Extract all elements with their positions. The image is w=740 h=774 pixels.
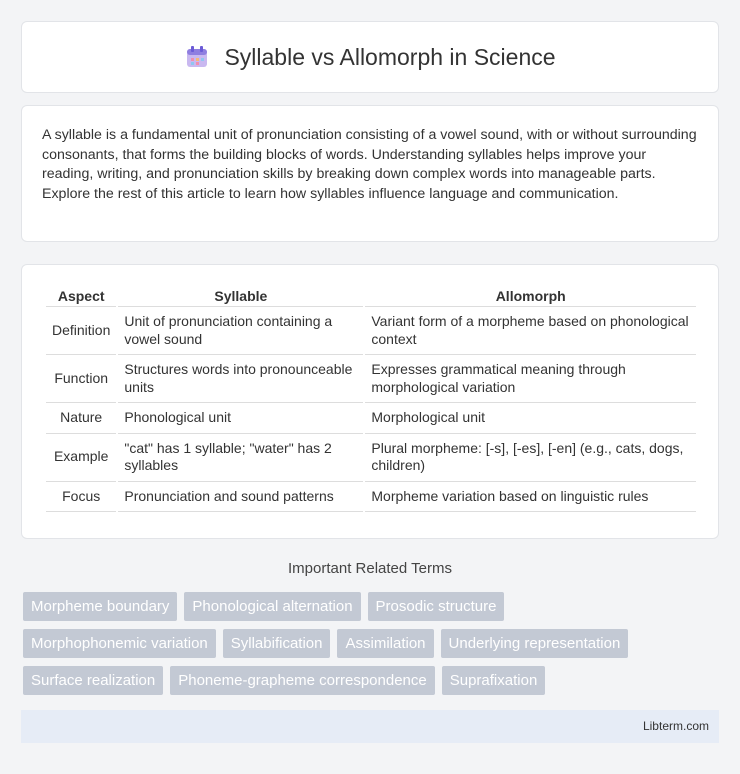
comparison-table-card (21, 264, 719, 539)
related-terms-title: Important Related Terms (288, 560, 452, 577)
related-term-tag[interactable]: Surface realization (23, 666, 163, 695)
related-term-tag[interactable]: Suprafixation (442, 666, 546, 695)
header-aspect: Aspect (46, 285, 116, 307)
page-title: Syllable vs Allomorph in Science (224, 43, 556, 70)
row-aspect: Example (46, 434, 116, 482)
row-aspect: Focus (46, 482, 116, 513)
table-row (46, 482, 696, 513)
calendar-icon (184, 44, 210, 70)
intro-card (21, 105, 719, 242)
table-row (46, 434, 696, 482)
table-row (46, 307, 696, 355)
row-allomorph: Morpheme variation based on linguistic rules (365, 482, 696, 513)
table-row (46, 403, 696, 434)
row-allomorph: Morphological unit (365, 403, 696, 434)
row-allomorph: Expresses grammatical meaning through morphological variation (365, 355, 696, 403)
row-aspect: Definition (46, 307, 116, 355)
intro-text: A syllable is a fundamental unit of pronunciation consisting of a vowel sound, with or without surrounding consonants, that forms the building blocks of words. Understanding syllables helps improve your reading, writing, and pronunciation skills by breaking down complex words into manageable parts. Explore the rest of this article to learn how syllables influence language and communication. (42, 127, 697, 202)
related-terms-list (23, 592, 723, 703)
related-term-tag[interactable]: Phoneme-grapheme correspondence (170, 666, 435, 695)
related-term-tag[interactable]: Phonological alternation (184, 592, 360, 621)
row-syllable: Structures words into pronounceable units (118, 355, 363, 403)
related-term-tag[interactable]: Assimilation (337, 629, 433, 658)
row-allomorph: Variant form of a morpheme based on phonological context (365, 307, 696, 355)
related-term-tag[interactable]: Morpheme boundary (23, 592, 177, 621)
row-syllable: Pronunciation and sound patterns (118, 482, 363, 513)
footer (21, 710, 719, 743)
row-aspect: Function (46, 355, 116, 403)
header-syllable: Syllable (118, 285, 363, 307)
row-syllable: Phonological unit (118, 403, 363, 434)
comparison-table (44, 285, 698, 512)
row-allomorph: Plural morpheme: [-s], [-es], [-en] (e.g., cats, dogs, children) (365, 434, 696, 482)
title-card (21, 21, 719, 93)
header-allomorph: Allomorph (365, 285, 696, 307)
table-row (46, 355, 696, 403)
related-term-tag[interactable]: Morphophonemic variation (23, 629, 216, 658)
footer-brand-link[interactable]: Libterm.com (642, 719, 709, 733)
related-term-tag[interactable]: Underlying representation (441, 629, 629, 658)
table-header-row (46, 285, 696, 307)
row-aspect: Nature (46, 403, 116, 434)
related-term-tag[interactable]: Prosodic structure (368, 592, 505, 621)
row-syllable: "cat" has 1 syllable; "water" has 2 syllables (118, 434, 363, 482)
row-syllable: Unit of pronunciation containing a vowel sound (118, 307, 363, 355)
related-term-tag[interactable]: Syllabification (223, 629, 331, 658)
